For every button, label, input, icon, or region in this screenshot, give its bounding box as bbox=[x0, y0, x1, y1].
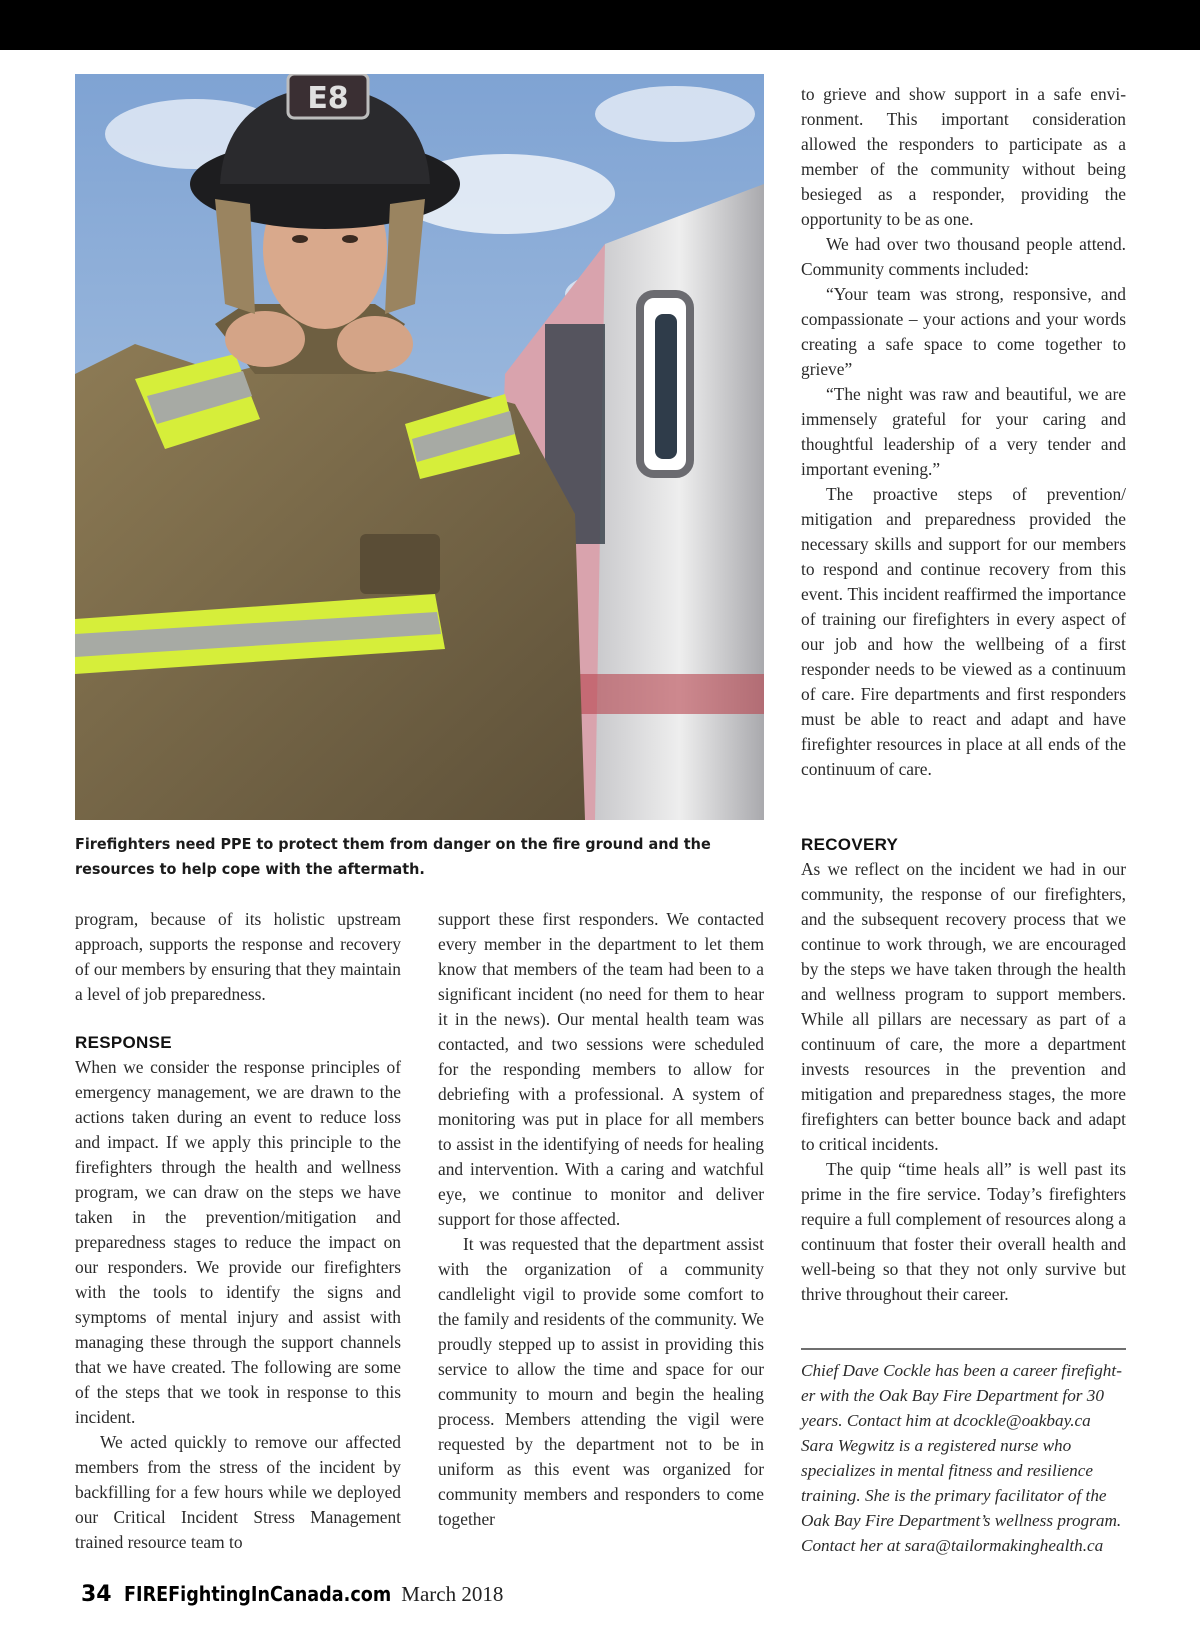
paragraph: We had over two thousand people attend. Community comments included: bbox=[801, 234, 1126, 279]
firefighter-photo bbox=[75, 74, 764, 820]
paragraph: support these first responders. We contacted every member in the department to let them know that members of the team had been to a significant incident (no need for them to hear it in the news). Our mental health team was contacted, and two sessions were scheduled for the responding members to allow for debriefing with a professional. A system of monitoring was put in place for all members to assist in the identifying of needs for healing and intervention. With a caring and watchful eye, we continue to monitor and deliver support for those affected. bbox=[438, 909, 764, 1229]
page-number: 34 bbox=[81, 1582, 112, 1607]
helmet-badge-text: E8 bbox=[307, 81, 349, 116]
paragraph: We acted quickly to remove our affected members from the stress of the incident by backfilling for a few hours while we deployed our Critical Incident Stress Management trained resource team to bbox=[75, 1432, 401, 1552]
paragraph: to grieve and show support in a safe environment. This important consideration allowed the responders to participate as a member of the community without being besieged as a responder, providing the opportunity to be as one. bbox=[801, 84, 1126, 229]
heading-recovery: RECOVERY bbox=[801, 835, 899, 854]
page-footer bbox=[81, 1582, 503, 1607]
bio-divider bbox=[801, 1348, 1126, 1350]
quote: “Your team was strong, responsive, and compassionate – your actions and your words creating a safe space to come together to grieve” bbox=[801, 284, 1126, 379]
bio-sara-wegwitz: Sara Wegwitz is a registered nurse who specializes in mental fitness and resilience training. She is the primary facilitator of the Oak Bay Fire Department’s wellness program. Contact her at sara@tailormakinghealth.ca bbox=[801, 1436, 1122, 1555]
site-name: FIREFightingInCanada.com bbox=[123, 1582, 391, 1606]
author-bio bbox=[801, 1358, 1126, 1558]
column-3-top bbox=[801, 82, 1126, 782]
paragraph: As we reflect on the incident we had in our community, the response of our firefighters, and the subsequent recovery process that we continue to work through, we are encouraged by the steps we have taken through the health and wellness program to support members. While all pillars are necessary as part of a continuum of care, the more a department invests resources in the prevention and mitigation and preparedness stages, the more firefighters can better bounce back and adapt to critical incidents. bbox=[801, 859, 1126, 1154]
quote: “The night was raw and beautiful, we are immensely grateful for your caring and thoughtful leadership of a very tender and important evening.” bbox=[801, 384, 1126, 479]
paragraph: When we consider the response principles of emergency management, we are drawn to the actions taken during an event to reduce loss and impact. If we apply this principle to the firefighters through the health and wellness program, we can draw on the steps we have taken in the prevention/mitigation and preparedness stages to reduce the impact on our responders. We provide our firefighters with the tools to identify the signs and symptoms of mental injury and assist with managing these through the support channels that we have created. The following are some of the steps that we took in response to this incident. bbox=[75, 1057, 401, 1427]
column-2 bbox=[438, 907, 764, 1532]
photo-caption: Firefighters need PPE to protect them from danger on the fire ground and the resources to help cope with the aftermath. bbox=[75, 835, 711, 878]
heading-response: RESPONSE bbox=[75, 1033, 172, 1052]
paragraph: The quip “time heals all” is well past its prime in the fire service. Today’s firefighters require a full complement of resources along a continuum that foster their overall health and well-being so that they not only survive but thrive throughout their career. bbox=[801, 1159, 1126, 1304]
column-1 bbox=[75, 907, 401, 1555]
paragraph: It was requested that the department assist with the organization of a community candlelight vigil to provide some comfort to the family and residents of the community. We proudly stepped up to assist in providing this service to allow the time and space for our community to mourn and begin the healing process. Members attending the vigil were requested by the department not to be in uniform as this event was organized for community members and responders to come together bbox=[438, 1234, 764, 1529]
paragraph: program, because of its holistic upstream approach, supports the response and recovery of our members by ensuring that they maintain a level of job preparedness. bbox=[75, 909, 401, 1004]
issue-date: March 2018 bbox=[401, 1582, 504, 1606]
bio-dave-cockle: Chief Dave Cockle has been a career firefighter with the Oak Bay Fire Department for 30 years. Contact him at dcockle@oakbay.ca bbox=[801, 1361, 1122, 1430]
paragraph: The proactive steps of prevention/ mitigation and preparedness provided the necessary skills and support for our members to respond and continue recovery from this event. This incident reaffirmed the importance of training our firefighters in every aspect of our job and how the wellbeing of a first responder needs to be viewed as a continuum of care. Fire departments and first responders must be able to react and adapt and have firefighter resources in place at all ends of the continuum of care. bbox=[801, 484, 1126, 779]
top-black-bar bbox=[0, 0, 1200, 50]
column-3-bottom bbox=[801, 832, 1126, 1307]
